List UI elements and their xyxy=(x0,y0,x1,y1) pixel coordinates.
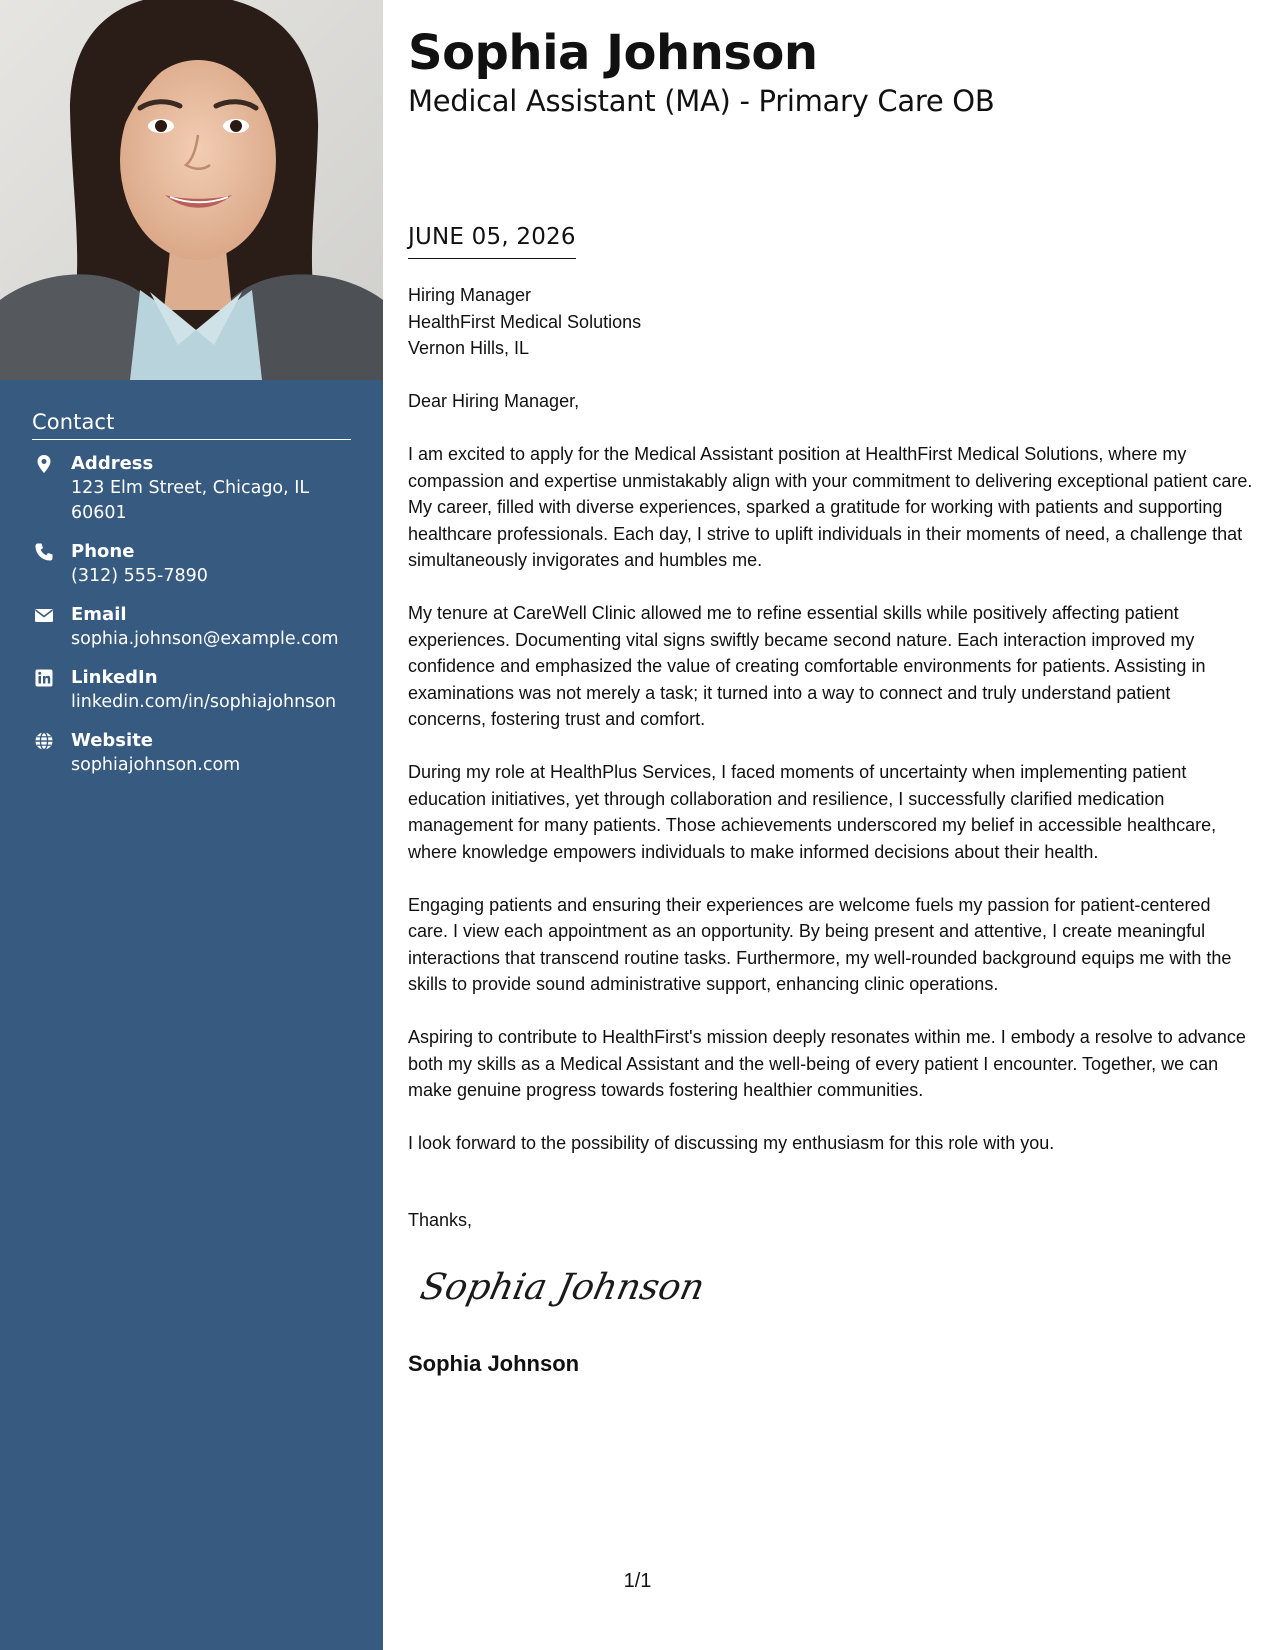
linkedin-icon xyxy=(34,668,54,688)
contact-value-phone: (312) 555-7890 xyxy=(71,566,208,586)
job-title: Medical Assistant (MA) - Primary Care OB xyxy=(408,84,995,118)
contact-item-website xyxy=(32,729,351,778)
contact-label-phone: Phone xyxy=(71,541,135,562)
body-paragraph: During my role at HealthPlus Services, I faced moments of uncertainty when implementing patient education initiatives, yet through collaboration and resilience, I successfully clarified medication management for many patients. Those achievements underscored my belief in accessible healthcare, where knowledge empowers individuals to make informed decisions about their health. xyxy=(408,762,1217,862)
handwritten-signature xyxy=(414,1255,709,1317)
contact-value-linkedin[interactable]: linkedin.com/in/sophiajohnson xyxy=(71,692,337,712)
contact-value-address: 123 Elm Street, Chicago, IL 60601 xyxy=(71,478,310,523)
body-paragraph: I am excited to apply for the Medical Assistant position at HealthFirst Medical Solutions, where my compassion and expertise unmistakably align with your commitment to delivering exceptional patient care. My career, filled with diverse experiences, sparked a gratitude for working with patients and supporting healthcare professionals. Each day, I strive to uplift individuals in their moments of need, a challenge that simultaneously invigorates and humbles me. xyxy=(408,444,1253,570)
closing: Thanks, xyxy=(408,1210,473,1230)
contact-label-linkedin: LinkedIn xyxy=(71,667,158,688)
recipient-block xyxy=(408,282,641,362)
body-paragraph: Engaging patients and ensuring their experiences are welcome fuels my passion for patient-centered care. I view each appointment as an opportunity. By being present and attentive, I create meaningful interactions that transcend routine tasks. Furthermore, my well-rounded background equips me with the skills to provide sound administrative support, enhancing clinic operations. xyxy=(408,894,1232,994)
contact-item-linkedin xyxy=(32,666,351,715)
profile-photo-illustration xyxy=(0,0,383,380)
applicant-name: Sophia Johnson xyxy=(408,25,818,81)
letter-body xyxy=(408,388,1253,1183)
signature-text: Sophia Johnson xyxy=(416,1265,709,1308)
contact-item-address xyxy=(32,452,351,526)
envelope-icon xyxy=(34,605,54,625)
contact-value-website[interactable]: sophiajohnson.com xyxy=(71,755,241,775)
map-pin-icon xyxy=(34,454,54,474)
body-paragraph: Aspiring to contribute to HealthFirst's mission deeply resonates within me. I embody a resolve to advance both my skills as a Medical Assistant and the well-being of every patient I encounter. Together, we can make genuine progress towards fostering healthier communities. xyxy=(408,1027,1246,1100)
contact-label-email: Email xyxy=(71,604,127,625)
page-number: 1/1 xyxy=(623,1570,652,1592)
contact-value-email[interactable]: sophia.johnson@example.com xyxy=(71,629,339,649)
contact-item-phone xyxy=(32,540,351,589)
contact-label-website: Website xyxy=(71,730,154,751)
contact-item-email xyxy=(32,603,351,652)
signed-name: Sophia Johnson xyxy=(408,1351,580,1376)
recipient-location: Vernon Hills, IL xyxy=(408,338,530,358)
body-paragraph: I look forward to the possibility of discussing my enthusiasm for this role with you. xyxy=(408,1133,1055,1153)
letter-date: JUNE 05, 2026 xyxy=(408,222,576,259)
phone-icon xyxy=(34,542,54,562)
contact-section xyxy=(32,410,351,792)
body-paragraph: My tenure at CareWell Clinic allowed me to refine essential skills while positively affecting patient experiences. Documenting vital signs swiftly became second nature. Each interaction improved my confidence and emphasized the value of creating comfortable environments for patients. Assisting in examinations was not merely a task; it turned into a way to connect and truly understand patient concerns, fostering trust and comfort. xyxy=(408,603,1206,729)
contact-label-address: Address xyxy=(71,453,154,474)
contact-heading: Contact xyxy=(32,410,351,440)
recipient-title: Hiring Manager xyxy=(408,285,532,305)
globe-icon xyxy=(34,731,54,751)
recipient-company: HealthFirst Medical Solutions xyxy=(408,311,642,332)
salutation: Dear Hiring Manager, xyxy=(408,391,580,411)
profile-photo xyxy=(0,0,383,380)
sidebar xyxy=(0,0,383,1650)
